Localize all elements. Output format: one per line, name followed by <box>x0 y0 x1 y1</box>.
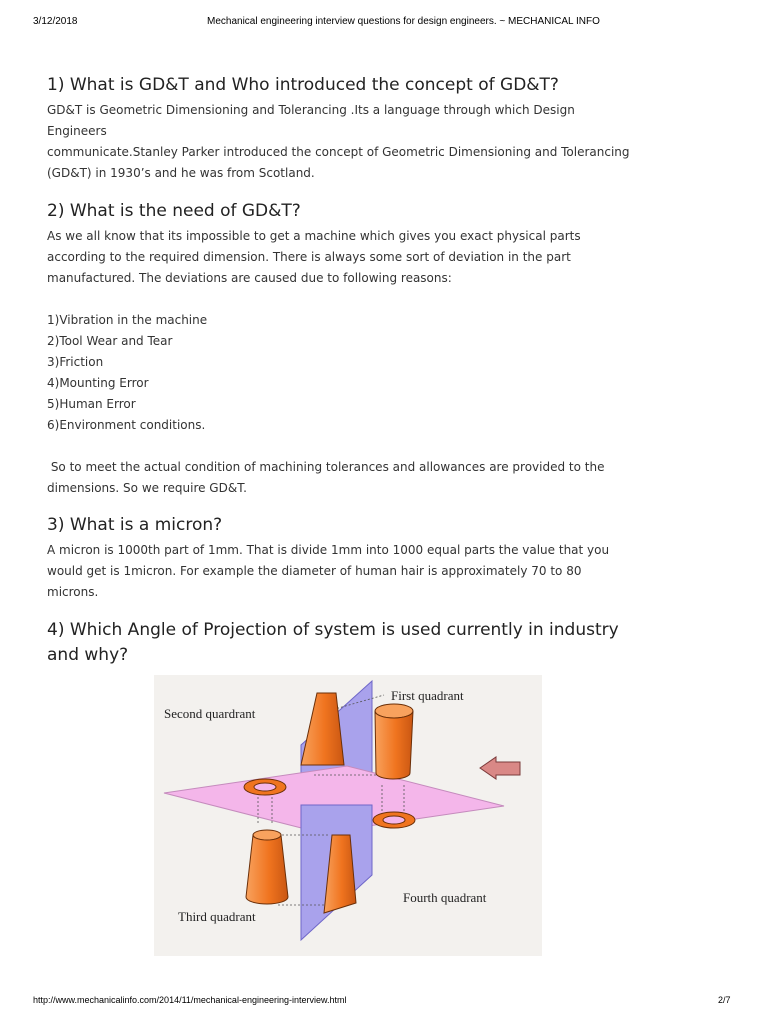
print-page-number: 2/7 <box>718 995 731 1005</box>
reason-item: 3)Friction <box>47 355 104 369</box>
projection-quadrants-diagram <box>154 675 542 956</box>
top-view-ring-left <box>244 779 286 795</box>
answer-2-line: according to the required dimension. There is always some sort of deviation in the part <box>47 250 571 264</box>
label-second-quadrant: Second quardrant <box>164 706 256 721</box>
print-page-url: http://www.mechanicalinfo.com/2014/11/mechanical-engineering-interview.html <box>33 995 347 1005</box>
reason-item: 2)Tool Wear and Tear <box>47 334 173 348</box>
answer-3-line: would get is 1micron. For example the diameter of human hair is approximately 70 to 80 <box>47 564 582 578</box>
view-direction-arrow-icon <box>480 757 520 779</box>
label-third-quadrant: Third quadrant <box>178 909 256 924</box>
reason-item: 5)Human Error <box>47 397 136 411</box>
answer-1-line: communicate.Stanley Parker introduced the concept of Geometric Dimensioning and Tolerancing <box>47 145 630 159</box>
side-view-upper <box>301 693 344 765</box>
label-fourth-quadrant: Fourth quadrant <box>403 890 487 905</box>
label-first-quadrant: First quadrant <box>391 688 464 703</box>
answer-3-line: A micron is 1000th part of 1mm. That is divide 1mm into 1000 equal parts the value that you <box>47 543 610 557</box>
answer-3-line: microns. <box>47 585 99 599</box>
question-2-heading: 2) What is the need of GD&T? <box>47 201 301 221</box>
cone-body-first <box>375 711 413 779</box>
answer-1-line: (GD&T) in 1930’s and he was from Scotland. <box>47 166 315 180</box>
answer-2-closing-line: dimensions. So we require GD&T. <box>47 481 247 495</box>
cone-body-third <box>246 835 288 904</box>
answer-2-line: manufactured. The deviations are caused due to following reasons: <box>47 271 452 285</box>
reason-item: 1)Vibration in the machine <box>47 313 208 327</box>
reason-item: 6)Environment conditions. <box>47 418 206 432</box>
top-view-ring-right <box>373 812 415 828</box>
print-date: 3/12/2018 <box>33 16 78 27</box>
question-3-heading: 3) What is a micron? <box>47 515 223 535</box>
question-4-heading <box>47 618 647 668</box>
answer-1-line: Engineers <box>47 124 107 138</box>
question-4-heading-line: 4) Which Angle of Projection of system is used currently in industry <box>47 620 619 640</box>
question-4-heading-line: and why? <box>47 645 129 665</box>
answer-2-closing-line: So to meet the actual condition of machining tolerances and allowances are provided to the <box>47 460 605 474</box>
projection-quadrants-figure <box>154 675 542 956</box>
answer-1-line: GD&T is Geometric Dimensioning and Tolerancing .Its a language through which Design <box>47 103 575 117</box>
article-body <box>47 74 647 672</box>
print-page-title: Mechanical engineering interview questions for design engineers. ~ MECHANICAL INFO <box>207 16 600 27</box>
answer-2-line: As we all know that its impossible to get a machine which gives you exact physical parts <box>47 229 581 243</box>
reason-item: 4)Mounting Error <box>47 376 149 390</box>
question-1-heading: 1) What is GD&T and Who introduced the concept of GD&T? <box>47 75 559 95</box>
